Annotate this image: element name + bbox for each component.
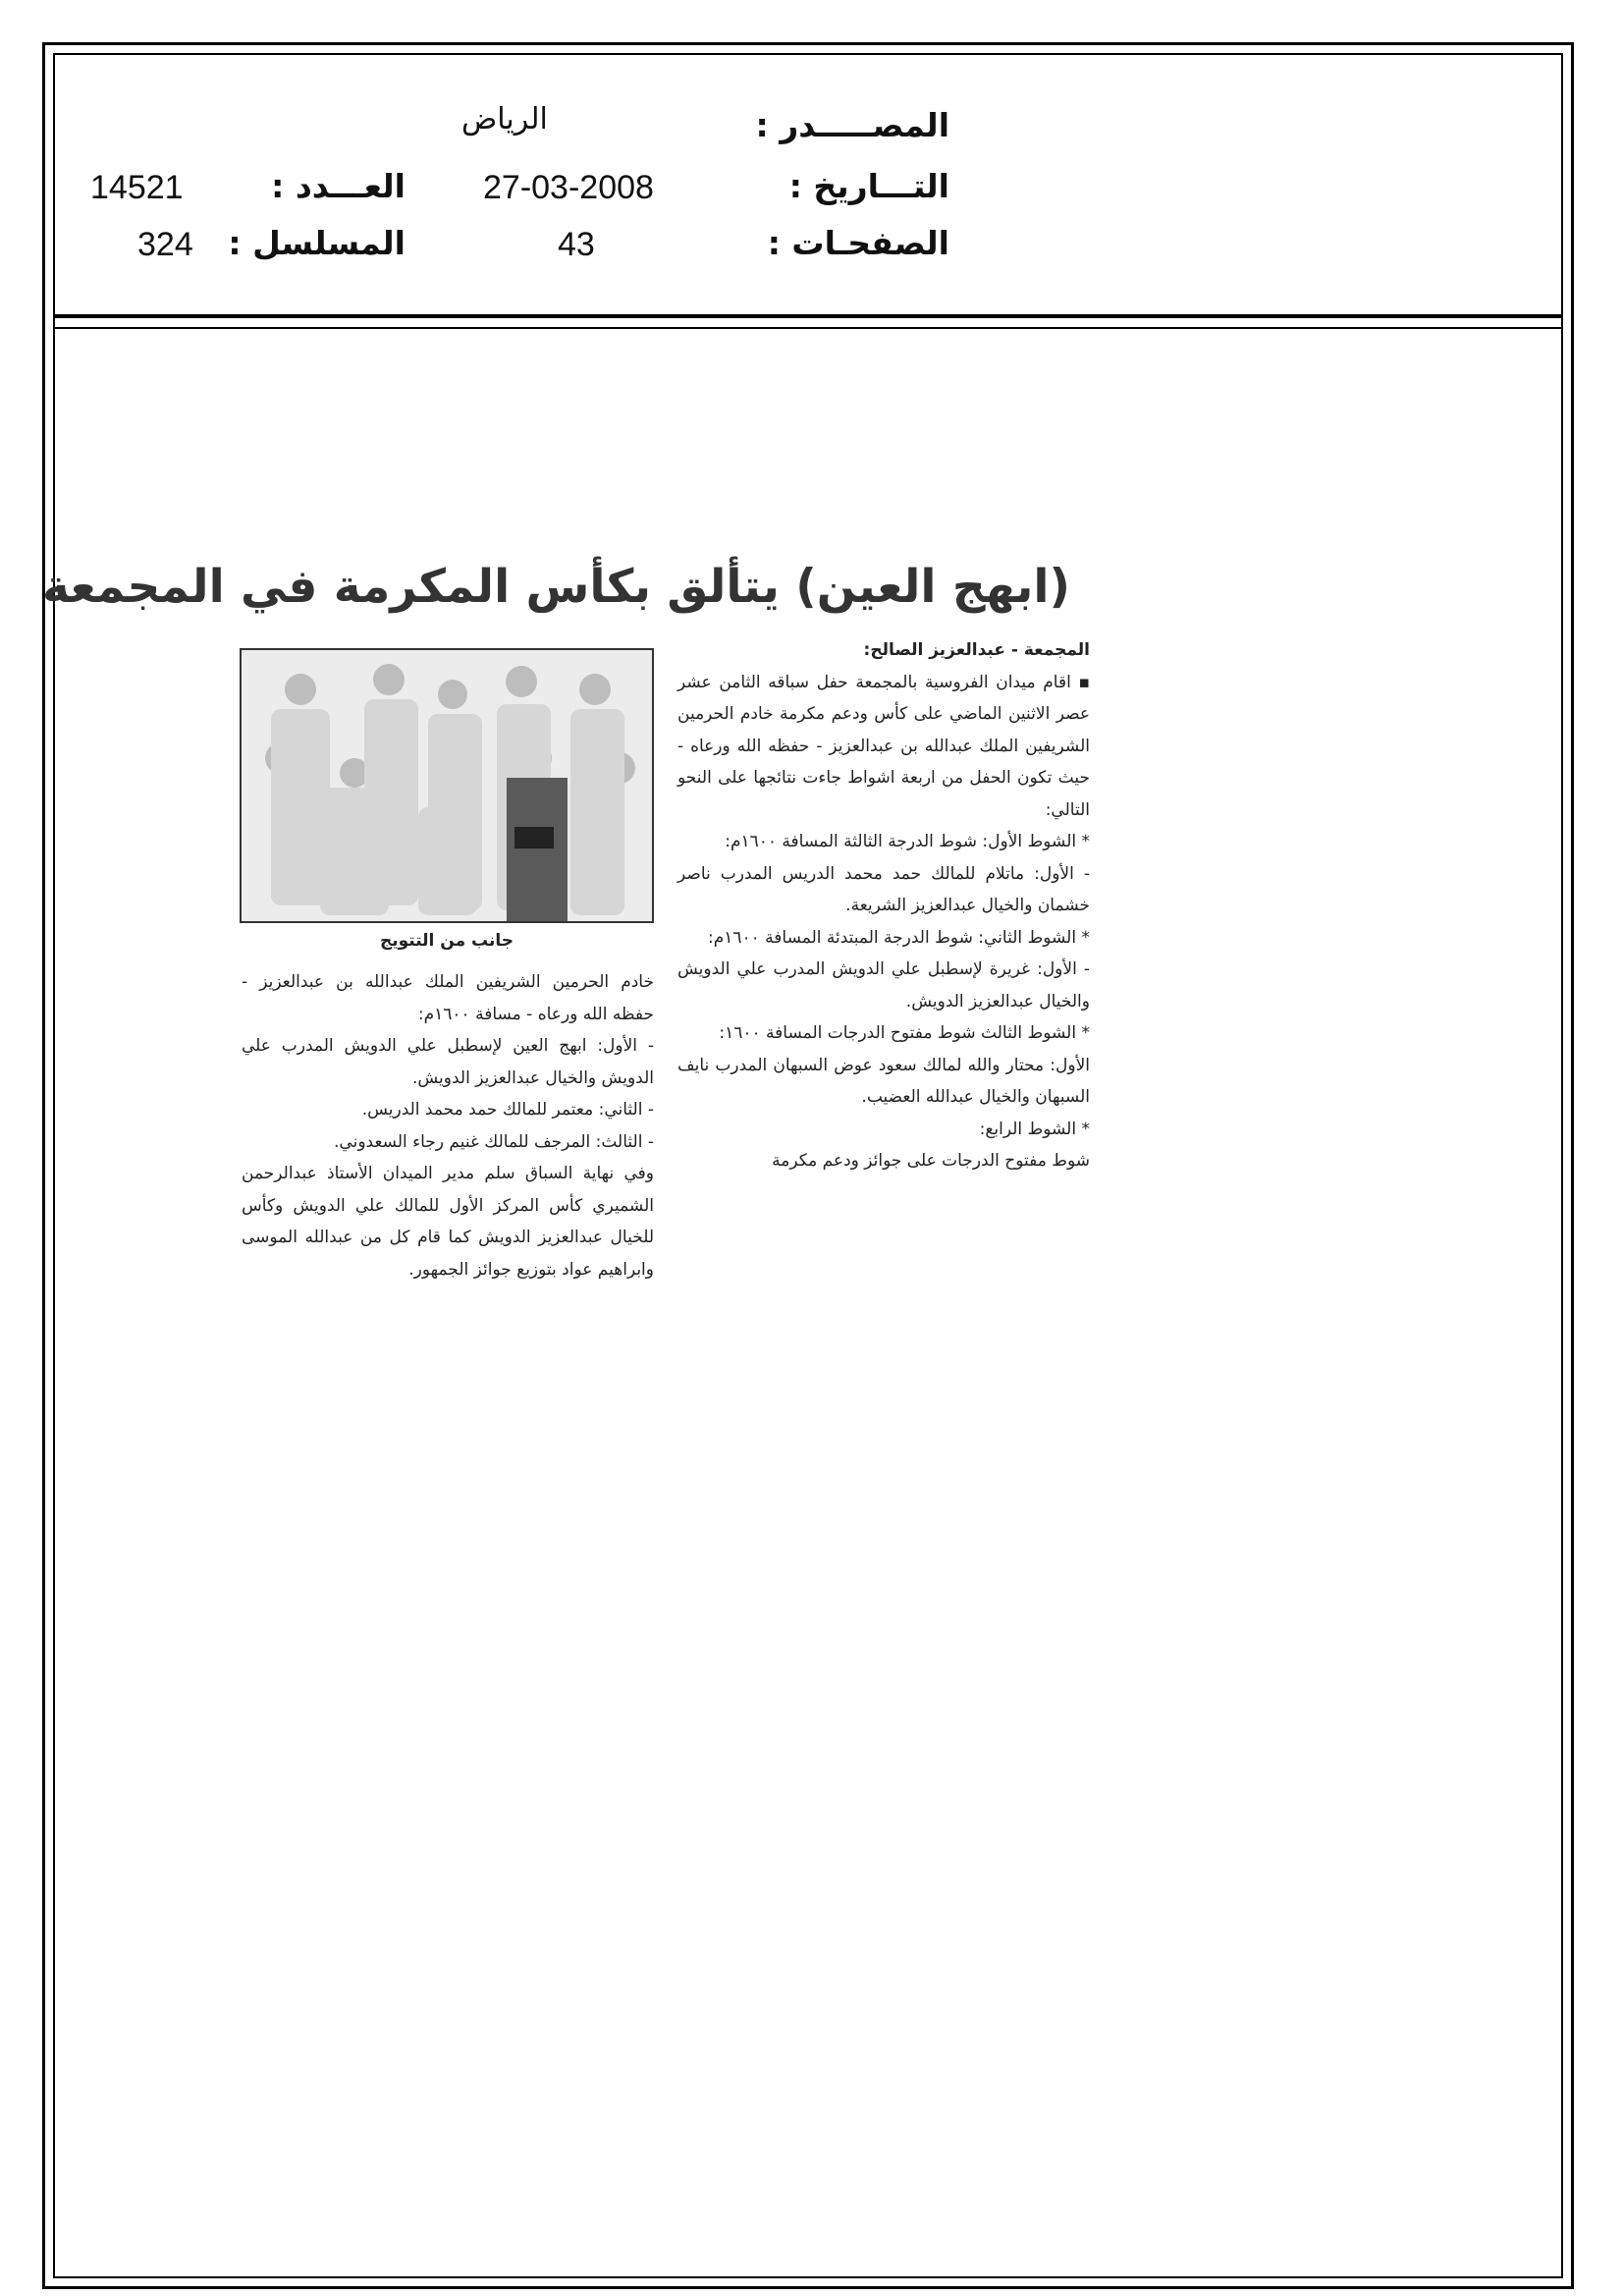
article-paragraph: وفي نهاية السباق سلم مدير الميدان الأستاذ عبدالرحمن الشميري كأس المركز الأول للمالك علي الدويش وكأس للخيال عبدالعزيز الدويش كما قام كل من عبدالله الموسى وابراهيم عواد بتوزيع جوائز الجمهور. xyxy=(242,1164,654,1280)
header-divider-thin xyxy=(53,327,1563,329)
article-title: (ابهج العين) يتألق بكأس المكرمة في المجمعة xyxy=(42,560,1070,614)
article-paragraph: - الثاني: معتمر للمالك حمد محمد الدريس. xyxy=(361,1100,654,1120)
serial-value: 324 xyxy=(137,226,193,263)
article-paragraph: - الأول: ماتلام للمالك حمد محمد الدريس المدرب ناصر خشمان والخيال عبدالعزيز الشريعة. xyxy=(677,863,1090,915)
issue-value: 14521 xyxy=(90,169,184,206)
pages-value: 43 xyxy=(558,226,595,263)
article-paragraph: - الأول: غريرة لإسطبل علي الدويش المدرب علي الدويش والخيال عبدالعزيز الدويش. xyxy=(677,959,1090,1011)
article-paragraph: شوط مفتوح الدرجات على جوائز ودعم مكرمة xyxy=(772,1151,1090,1171)
article-left-column xyxy=(242,966,654,1285)
source-value: الرياض xyxy=(461,102,548,137)
article-paragraph: * الشوط الثاني: شوط الدرجة المبتدئة المسافة ١٦٠٠م: xyxy=(707,927,1090,948)
article-paragraph: ▪ اقام ميدان الفروسية بالمجمعة حفل سباقه الثامن عشر عصر الاثنين الماضي على كأس ودعم مكرمة خادم الحرمين الشريفين الملك عبدالله بن عبدالعزيز - حفظه الله ورعاه - حيث تكون الحفل من اربعة اشواط جاءت نتائجها على النحو التالي: xyxy=(677,672,1090,820)
article-right-column xyxy=(677,634,1090,1177)
pages-label: الصفحـات : xyxy=(767,224,949,262)
date-label: التـــاريخ : xyxy=(788,167,949,205)
article-paragraph: الأول: محتار والله لمالك سعود عوض السبهان المدرب نايف السبهان والخيال عبدالله العضيب. xyxy=(677,1055,1090,1107)
serial-label: المسلسل : xyxy=(228,224,406,262)
article-photo xyxy=(240,648,654,923)
article-byline: المجمعة - عبدالعزيز الصالح: xyxy=(863,640,1090,660)
header-divider xyxy=(53,314,1563,318)
article-paragraph: - الأول: ابهج العين لإسطبل علي الدويش المدرب علي الدويش والخيال عبدالعزيز الدويش. xyxy=(242,1036,654,1088)
issue-label: العـــدد : xyxy=(271,167,406,205)
photo-caption: جانب من التتويج xyxy=(379,931,514,951)
article-paragraph: - الثالث: المرجف للمالك غنيم رجاء السعدوني. xyxy=(334,1131,654,1152)
article-paragraph: * الشوط الأول: شوط الدرجة الثالثة المسافة ١٦٠٠م: xyxy=(725,832,1090,851)
article-paragraph: * الشوط الثالث شوط مفتوح الدرجات المسافة ١٦٠٠: xyxy=(719,1023,1090,1043)
award-ceremony-photo xyxy=(242,650,652,921)
date-value: 27-03-2008 xyxy=(483,169,654,206)
source-label: المصـــــدر : xyxy=(755,106,949,144)
article-paragraph: خادم الحرمين الشريفين الملك عبدالله بن عبدالعزيز - حفظه الله ورعاه - مسافة ١٦٠٠م: xyxy=(242,972,654,1024)
article-paragraph: * الشوط الرابع: xyxy=(979,1119,1090,1139)
